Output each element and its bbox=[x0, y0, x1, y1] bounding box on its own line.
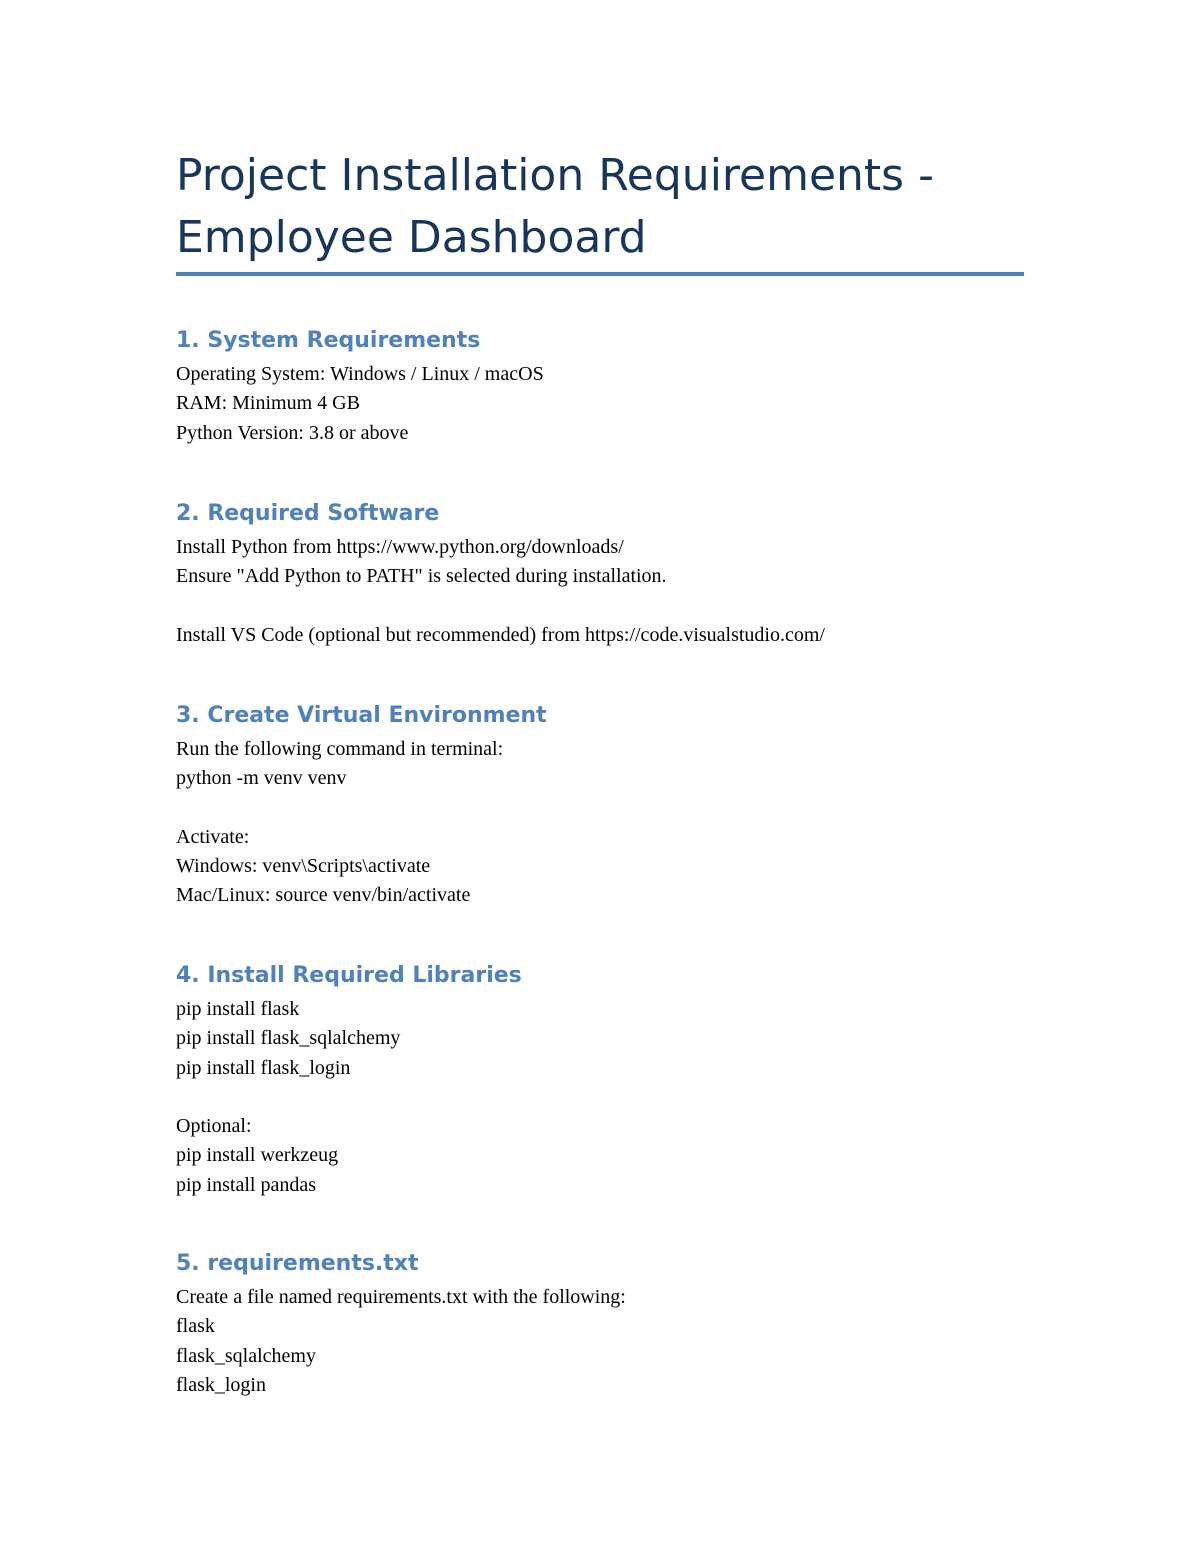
section-heading: 3. Create Virtual Environment bbox=[176, 703, 547, 728]
body-line: Operating System: Windows / Linux / macOS bbox=[176, 363, 544, 385]
document-title-line-1: Project Installation Requirements - bbox=[176, 150, 934, 201]
blank-line bbox=[176, 1083, 1036, 1112]
title-underline-rule bbox=[176, 272, 1024, 276]
section-heading: 1. System Requirements bbox=[176, 328, 481, 353]
blank-line bbox=[176, 592, 1036, 621]
code-line: pip install werkzeug bbox=[176, 1144, 339, 1167]
section-requirements-txt bbox=[176, 1249, 1036, 1400]
body-line: Create a file named requirements.txt with the following: bbox=[176, 1286, 626, 1308]
code-line: flask_login bbox=[176, 1373, 266, 1396]
blank-line bbox=[176, 794, 1036, 823]
code-line: pip install flask bbox=[176, 998, 300, 1020]
section-system-requirements bbox=[176, 326, 1036, 448]
body-line: Install Python from https://www.python.org/downloads/ bbox=[176, 536, 624, 558]
code-line: pip install pandas bbox=[176, 1173, 316, 1196]
section-virtual-environment bbox=[176, 701, 1036, 911]
body-line: Ensure "Add Python to PATH" is selected during installation. bbox=[176, 565, 667, 588]
body-line: Activate: bbox=[176, 825, 250, 848]
code-line: pip install flask_sqlalchemy bbox=[176, 1027, 401, 1050]
section-heading: 5. requirements.txt bbox=[176, 1251, 419, 1276]
code-line: Windows: venv\Scripts\activate bbox=[176, 855, 431, 878]
section-heading: 2. Required Software bbox=[176, 501, 440, 526]
code-line: flask bbox=[176, 1315, 215, 1338]
body-line: RAM: Minimum 4 GB bbox=[176, 392, 360, 415]
section-install-libraries bbox=[176, 961, 1036, 1200]
body-line: Run the following command in terminal: bbox=[176, 738, 504, 760]
code-line: Mac/Linux: source venv/bin/activate bbox=[176, 884, 471, 907]
body-line: Optional: bbox=[176, 1115, 252, 1138]
body-line: Python Version: 3.8 or above bbox=[176, 421, 409, 444]
code-line: flask_sqlalchemy bbox=[176, 1344, 316, 1367]
section-required-software bbox=[176, 499, 1036, 650]
document-title bbox=[176, 145, 1024, 269]
section-heading: 4. Install Required Libraries bbox=[176, 963, 522, 988]
document-title-line-2: Employee Dashboard bbox=[176, 212, 647, 263]
code-line: python -m venv venv bbox=[176, 767, 347, 790]
code-line: pip install flask_login bbox=[176, 1056, 351, 1079]
body-line: Install VS Code (optional but recommended) from https://code.visualstudio.com/ bbox=[176, 623, 825, 646]
